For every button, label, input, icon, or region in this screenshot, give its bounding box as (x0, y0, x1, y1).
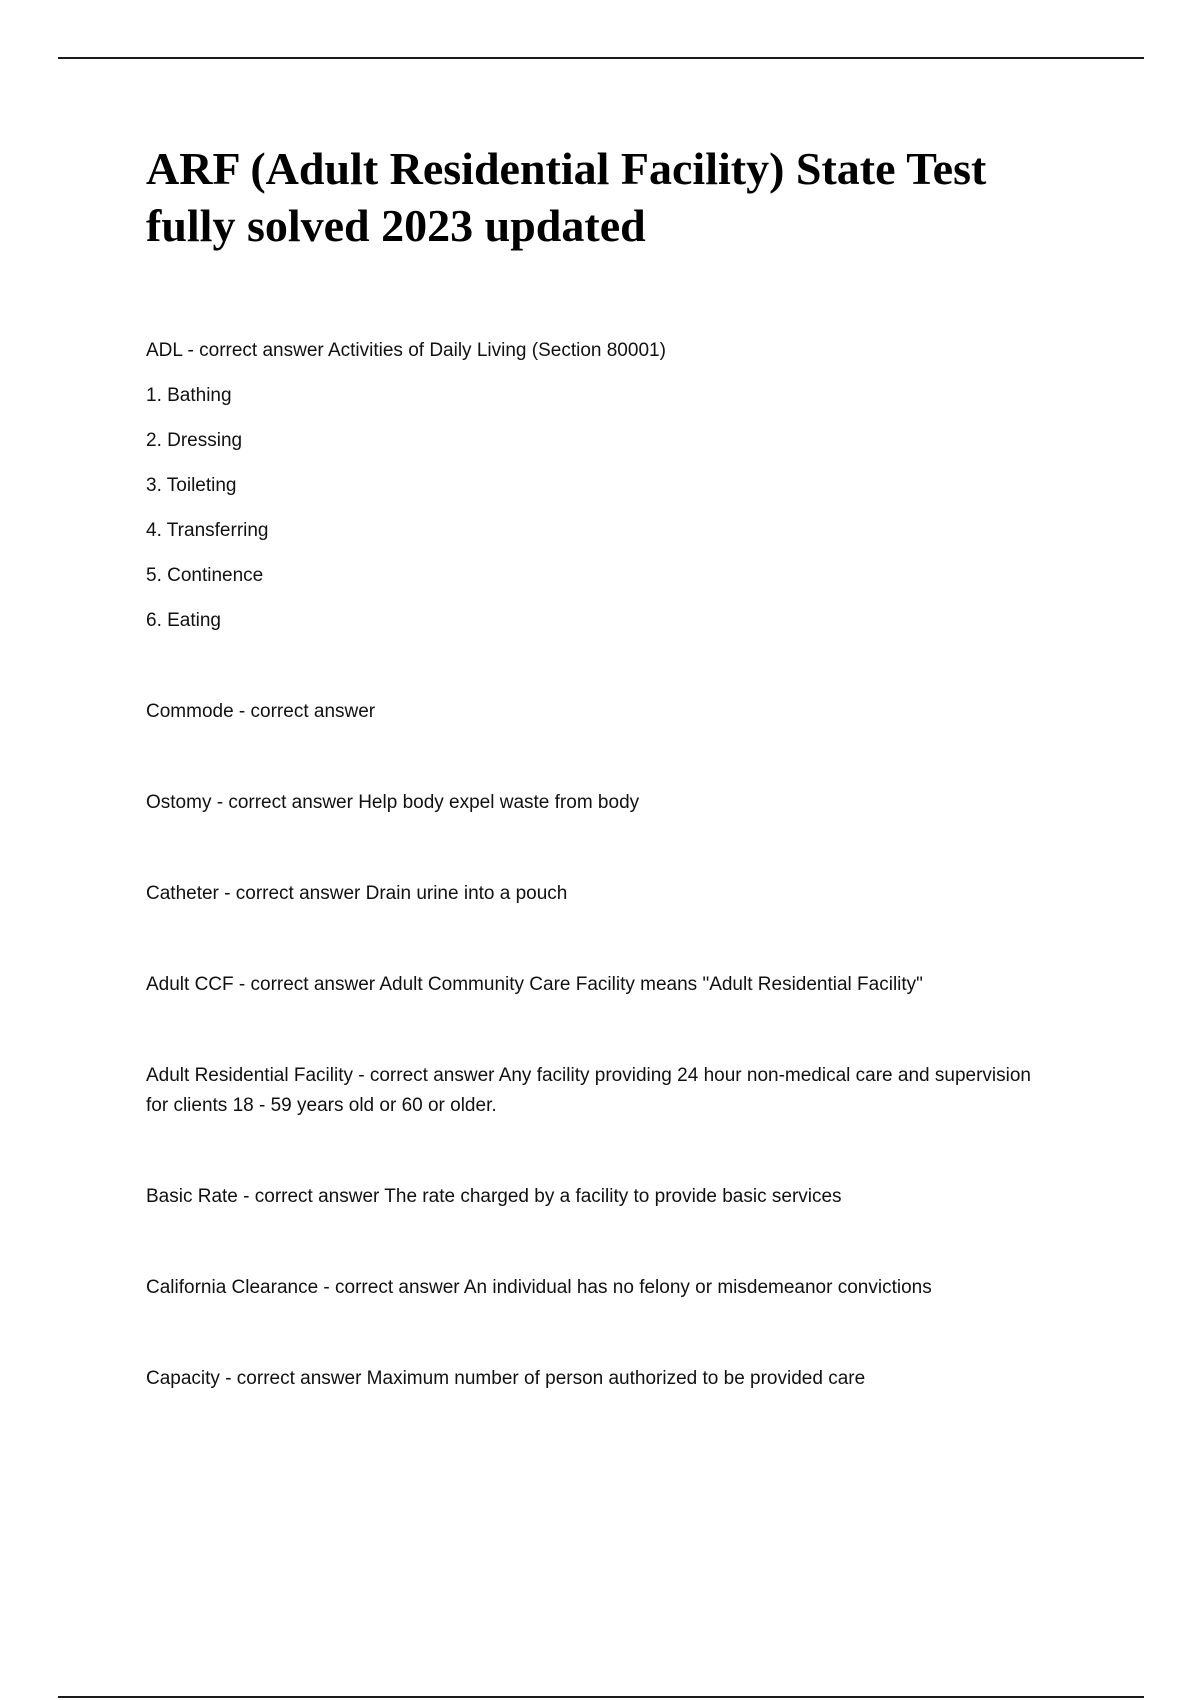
definition-commode: Commode - correct answer (146, 701, 376, 722)
top-rule (58, 57, 1144, 59)
adl-item: 3. Toileting (146, 475, 237, 496)
definition-basic-rate: Basic Rate - correct answer The rate charged by a facility to provide basic services (146, 1186, 842, 1207)
adl-definition: ADL - correct answer Activities of Daily Living (Section 80001) (146, 340, 666, 361)
definition-catheter: Catheter - correct answer Drain urine into a pouch (146, 883, 568, 904)
adl-item: 2. Dressing (146, 430, 243, 451)
definition-adult-ccf: Adult CCF - correct answer Adult Community Care Facility means "Adult Residential Facility" (146, 974, 923, 995)
adl-list (146, 381, 1046, 636)
adl-item: 1. Bathing (146, 385, 232, 406)
adl-item: 4. Transferring (146, 520, 269, 541)
definition-adult-residential-facility: Adult Residential Facility - correct answer Any facility providing 24 hour non-medical care and supervision for clients 18 - 59 years old or 60 or older. (146, 1065, 1031, 1116)
definition-california-clearance: California Clearance - correct answer An individual has no felony or misdemeanor convictions (146, 1277, 932, 1298)
definition-ostomy: Ostomy - correct answer Help body expel waste from body (146, 792, 640, 813)
bottom-rule (58, 1696, 1144, 1698)
document-title: ARF (Adult Residential Facility) State Test fully solved 2023 updated (146, 143, 987, 251)
adl-item: 5. Continence (146, 565, 264, 586)
definition-capacity: Capacity - correct answer Maximum number of person authorized to be provided care (146, 1368, 866, 1389)
definition-list (146, 697, 1046, 1394)
adl-item: 6. Eating (146, 610, 221, 631)
document-body (146, 140, 1046, 1394)
